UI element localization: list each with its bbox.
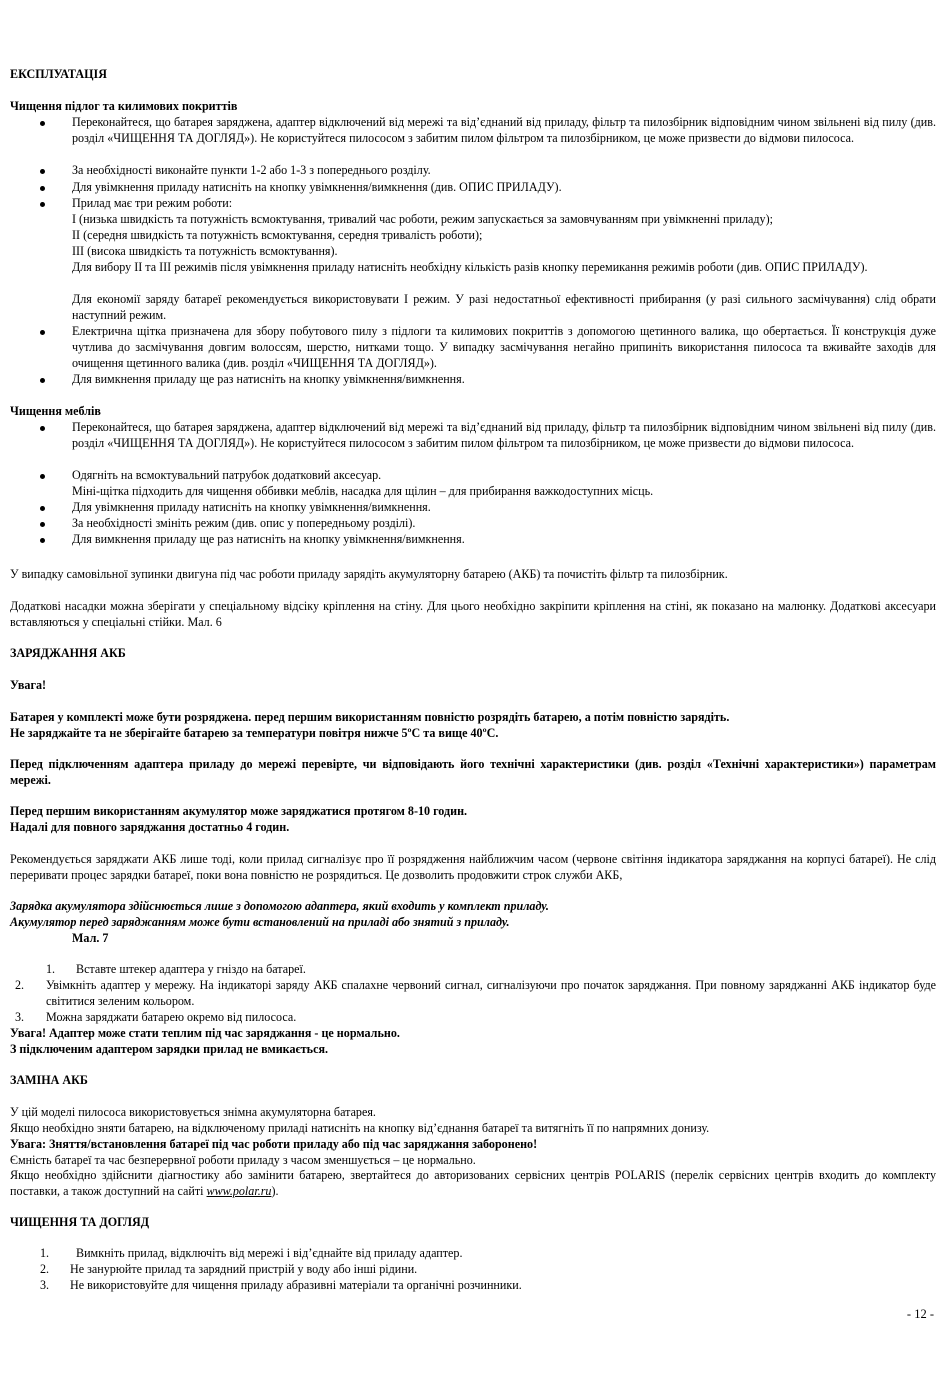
mode-1-text: I (низька швидкість та потужність всмоктування, тривалий час роботи, режим запускається за замовчуванням при увімкненні приладу); — [72, 212, 773, 226]
replace-title: ЗАМІНА АКБ — [10, 1073, 88, 1087]
bullet-icon — [40, 538, 45, 543]
charging-no-start-note: З підключеним адаптером зарядки прилад не вмикається. — [10, 1042, 329, 1056]
heading-exploitation: ЕКСПЛУАТАЦІЯ — [10, 67, 107, 81]
mode-economy-text: Для економії заряду батареї рекомендується використовувати I режим. У разі недостатньої ефективності прибирання (у разі сильного засмічування) слід обрати наступний режим. — [72, 292, 936, 322]
bullet-icon — [40, 121, 45, 126]
page-number: - 12 - — [906, 1307, 934, 1321]
charging-warning-3: Перед підключенням адаптера приладу до мережі перевірте, чи відповідають його технічні характеристики (див. розділ «Технічні характеристики») параметрам мережі. — [10, 757, 936, 787]
mode-3-text: III (висока швидкість та потужність всмоктування). — [72, 244, 338, 258]
bullet-icon — [40, 169, 45, 174]
bullet-icon — [40, 186, 45, 191]
care-title: ЧИЩЕННЯ ТА ДОГЛЯД — [10, 1215, 150, 1229]
charging-warning-4: Перед першим використанням акумулятор може заряджатися протягом 8-10 годин. — [10, 804, 468, 818]
bullet-icon — [40, 474, 45, 479]
bullet-icon — [40, 330, 45, 335]
charging-title: ЗАРЯДЖАННЯ АКБ — [10, 646, 126, 660]
replace-line-2: Якщо необхідно зняти батарею, на відключеному приладі натисніть на кнопку від’єднання батареї та витягніть її по напрямних донизу. — [10, 1121, 710, 1135]
stop-paragraph: У випадку самовільної зупинки двигуна під час роботи приладу зарядіть акумуляторну батарею (АКБ) та почистіть фільтр та пилозбірник. — [10, 567, 728, 581]
bullet-icon — [40, 378, 45, 383]
furniture-title: Чищення меблів — [10, 404, 101, 418]
bullet-icon — [40, 506, 45, 511]
bullet-icon — [40, 202, 45, 207]
charging-attention: Увага! — [10, 678, 47, 692]
replace-line-4: Ємність батареї та час безперервної роботи приладу з часом зменшується – це нормально. — [10, 1153, 476, 1167]
bullet-icon — [40, 522, 45, 527]
charging-note-1: Зарядка акумулятора здійснюється лише з допомогою адаптера, який входить у комплект приладу. — [10, 899, 549, 913]
mode-2-text: II (середня швидкість та потужність всмоктування, середня тривалість роботи); — [72, 228, 483, 242]
replace-warning: Увага: Зняття/встановлення батареї під час роботи приладу або під час заряджання заборонено! — [10, 1137, 538, 1151]
charging-note-2: Акумулятор перед заряджанням може бути встановлений на приладі або знятий з приладу. — [10, 915, 510, 929]
mode-select-text: Для вибору II та III режимів після увімкнення приладу натисніть необхідну кількість разів кнопку перемикання режимів роботи (див. ОПИС ПРИЛАДУ). — [72, 260, 868, 274]
floors-title: Чищення підлог та килимових покриттів — [10, 99, 238, 113]
figure-label: Мал. 7 — [72, 931, 109, 945]
storage-paragraph: Додаткові насадки можна зберігати у спеціальному відсіку кріплення на стіну. Для цього необхідно закріпити кріплення на стіні, як показано на малюнку. Додаткові аксесуари вставляються у спеціальні стійки. Мал. 6 — [10, 599, 936, 629]
bullet-icon — [40, 426, 45, 431]
website-link[interactable]: www.polar.ru — [206, 1183, 272, 1198]
charging-warning-5: Надалі для повного заряджання достатньо 4 годин. — [10, 820, 290, 834]
mini-brush-text: Міні-щітка підходить для чищення оббивки меблів, насадка для щілин – для прибирання важкодоступних місць. — [72, 484, 654, 498]
charging-warm-note: Увага! Адаптер може стати теплим під час заряджання - це нормально. — [10, 1026, 400, 1040]
charging-recommendation: Рекомендується заряджати АКБ лише тоді, коли прилад сигналізує про її розрядження найближчим часом (червоне світіння індикатора заряджання на корпусі батареї). Не слід переривати процес зарядки батареї, поки вона повністю не розрядиться. Це дозволить продовжити строк служби АКБ, — [10, 852, 936, 882]
charging-warning-2: Не заряджайте та не зберігайте батарею за температури повітря нижче 5ºC та вище 40ºC. — [10, 726, 499, 740]
replace-line-1: У цій моделі пилососа використовується знімна акумуляторна батарея. — [10, 1105, 376, 1119]
charging-warning-1: Батарея у комплекті може бути розряджена. перед першим використанням повністю розрядіть батарею, а потім повністю зарядіть. — [10, 710, 730, 724]
replace-line-5: Якщо необхідно здійснити діагностику або замінити батарею, звертайтеся до авторизованих сервісних центрів POLARIS (перелік сервісних центрів входить до комплекту поставки, а також доступний на сайті www.polar.ru). — [10, 1168, 936, 1198]
